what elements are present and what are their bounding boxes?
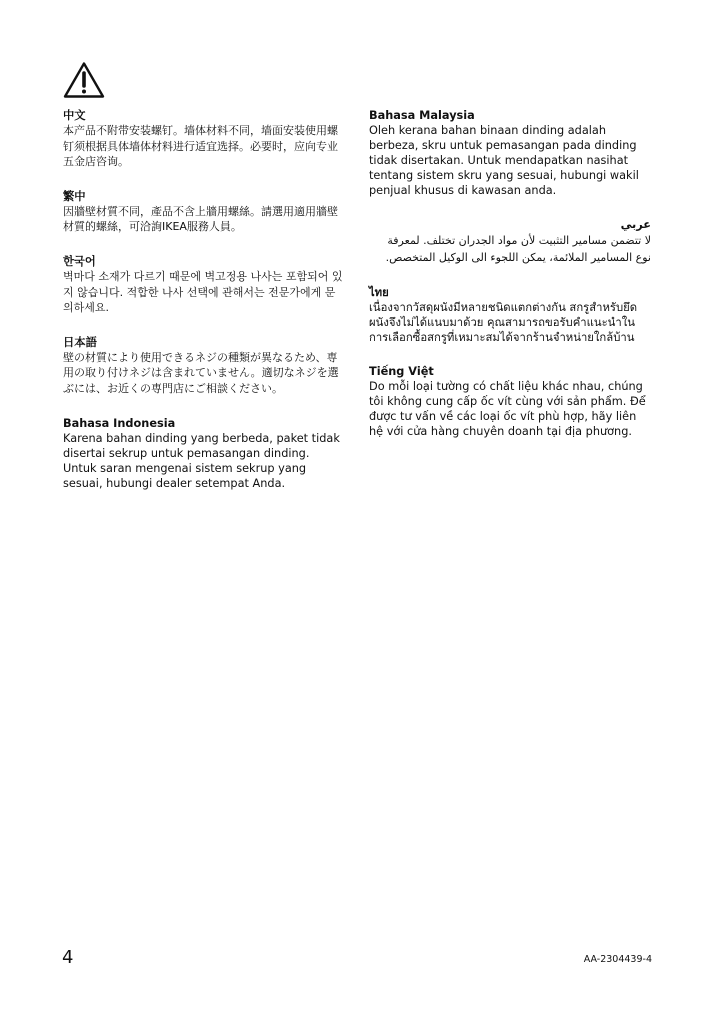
section-body: Oleh kerana bahan binaan dinding adalah berbeza, skru untuk pemasangan pada dinding tidak disertakan. Untuk mendapatkan nasihat tentang sistem skru yang sesuai, hubungi wakil penjual khusus di kawasan anda. — [369, 124, 639, 197]
page-number: 4 — [62, 947, 74, 968]
left-column — [63, 108, 345, 510]
section-vietnamese — [369, 364, 651, 439]
section-body: لا تتضمن مسامير التثبيت لأن مواد الجدران تختلف. لمعرفة نوع المسامير الملائمة، يمكن اللجوء الى الوكيل المتخصص. — [385, 234, 651, 264]
section-korean — [63, 254, 345, 316]
section-body: Do mỗi loại tường có chất liệu khác nhau, chúng tôi không cung cấp ốc vít cùng với sản phẩm. Để được tư vấn về các loại ốc vít phù hợp, hãy liên hệ với cửa hàng chuyên doanh tại địa phương. — [369, 380, 646, 438]
section-heading: Tiếng Việt — [369, 365, 434, 378]
section-japanese — [63, 335, 345, 397]
section-malay — [369, 108, 651, 198]
section-body: Karena bahan dinding yang berbeda, paket tidak disertai sekrup untuk pemasangan dinding. Untuk saran mengenai sistem sekrup yang sesuai, hubungi dealer setempat Anda. — [63, 431, 340, 490]
section-body: 벽마다 소재가 다르기 때문에 벽고정용 나사는 포함되어 있지 않습니다. 적합한 나사 선택에 관해서는 전문가에게 문의하세요. — [63, 269, 343, 315]
section-body: เนื่องจากวัสดุผนังมีหลายชนิดแตกต่างกัน สกรูสำหรับยึดผนังจึงไม่ได้แนบมาด้วย คุณสามารถขอรับคำแนะนำในการเลือกซื้อสกรูที่เหมาะสมได้จากร้านจำหน่ายใกล้บ้าน — [369, 301, 638, 344]
section-heading: عربي — [620, 218, 651, 231]
warning-icon — [63, 61, 105, 99]
section-chinese-simplified — [63, 108, 345, 170]
section-arabic — [369, 217, 651, 266]
section-body: 壁の材質により使用できるネジの種類が異なるため、専用の取り付けネジは含まれていません。適切なネジを選ぶには、お近くの専門店にご相談ください。 — [63, 350, 339, 395]
section-heading: 繁中 — [63, 189, 86, 203]
section-thai — [369, 285, 651, 345]
section-chinese-traditional — [63, 189, 345, 235]
section-heading: ไทย — [369, 286, 389, 299]
section-body: 本产品不附带安装螺钉。墙体材料不同，墙面安装使用螺钉须根据具体墙体材料进行适宜选择。必要时，应向专业五金店咨询。 — [63, 124, 338, 169]
section-heading: Bahasa Malaysia — [369, 109, 475, 122]
section-heading: 한국어 — [63, 254, 96, 268]
section-heading: 中文 — [63, 109, 86, 122]
document-code: AA-2304439-4 — [583, 954, 652, 965]
section-heading: Bahasa Indonesia — [63, 416, 176, 430]
section-heading: 日本語 — [63, 335, 97, 349]
section-indonesian — [63, 416, 345, 491]
right-column — [369, 108, 651, 458]
section-body: 因牆壁材質不同，產品不含上牆用螺絲。請選用適用牆壁材質的螺絲，可洽詢IKEA服務人員。 — [63, 204, 338, 234]
